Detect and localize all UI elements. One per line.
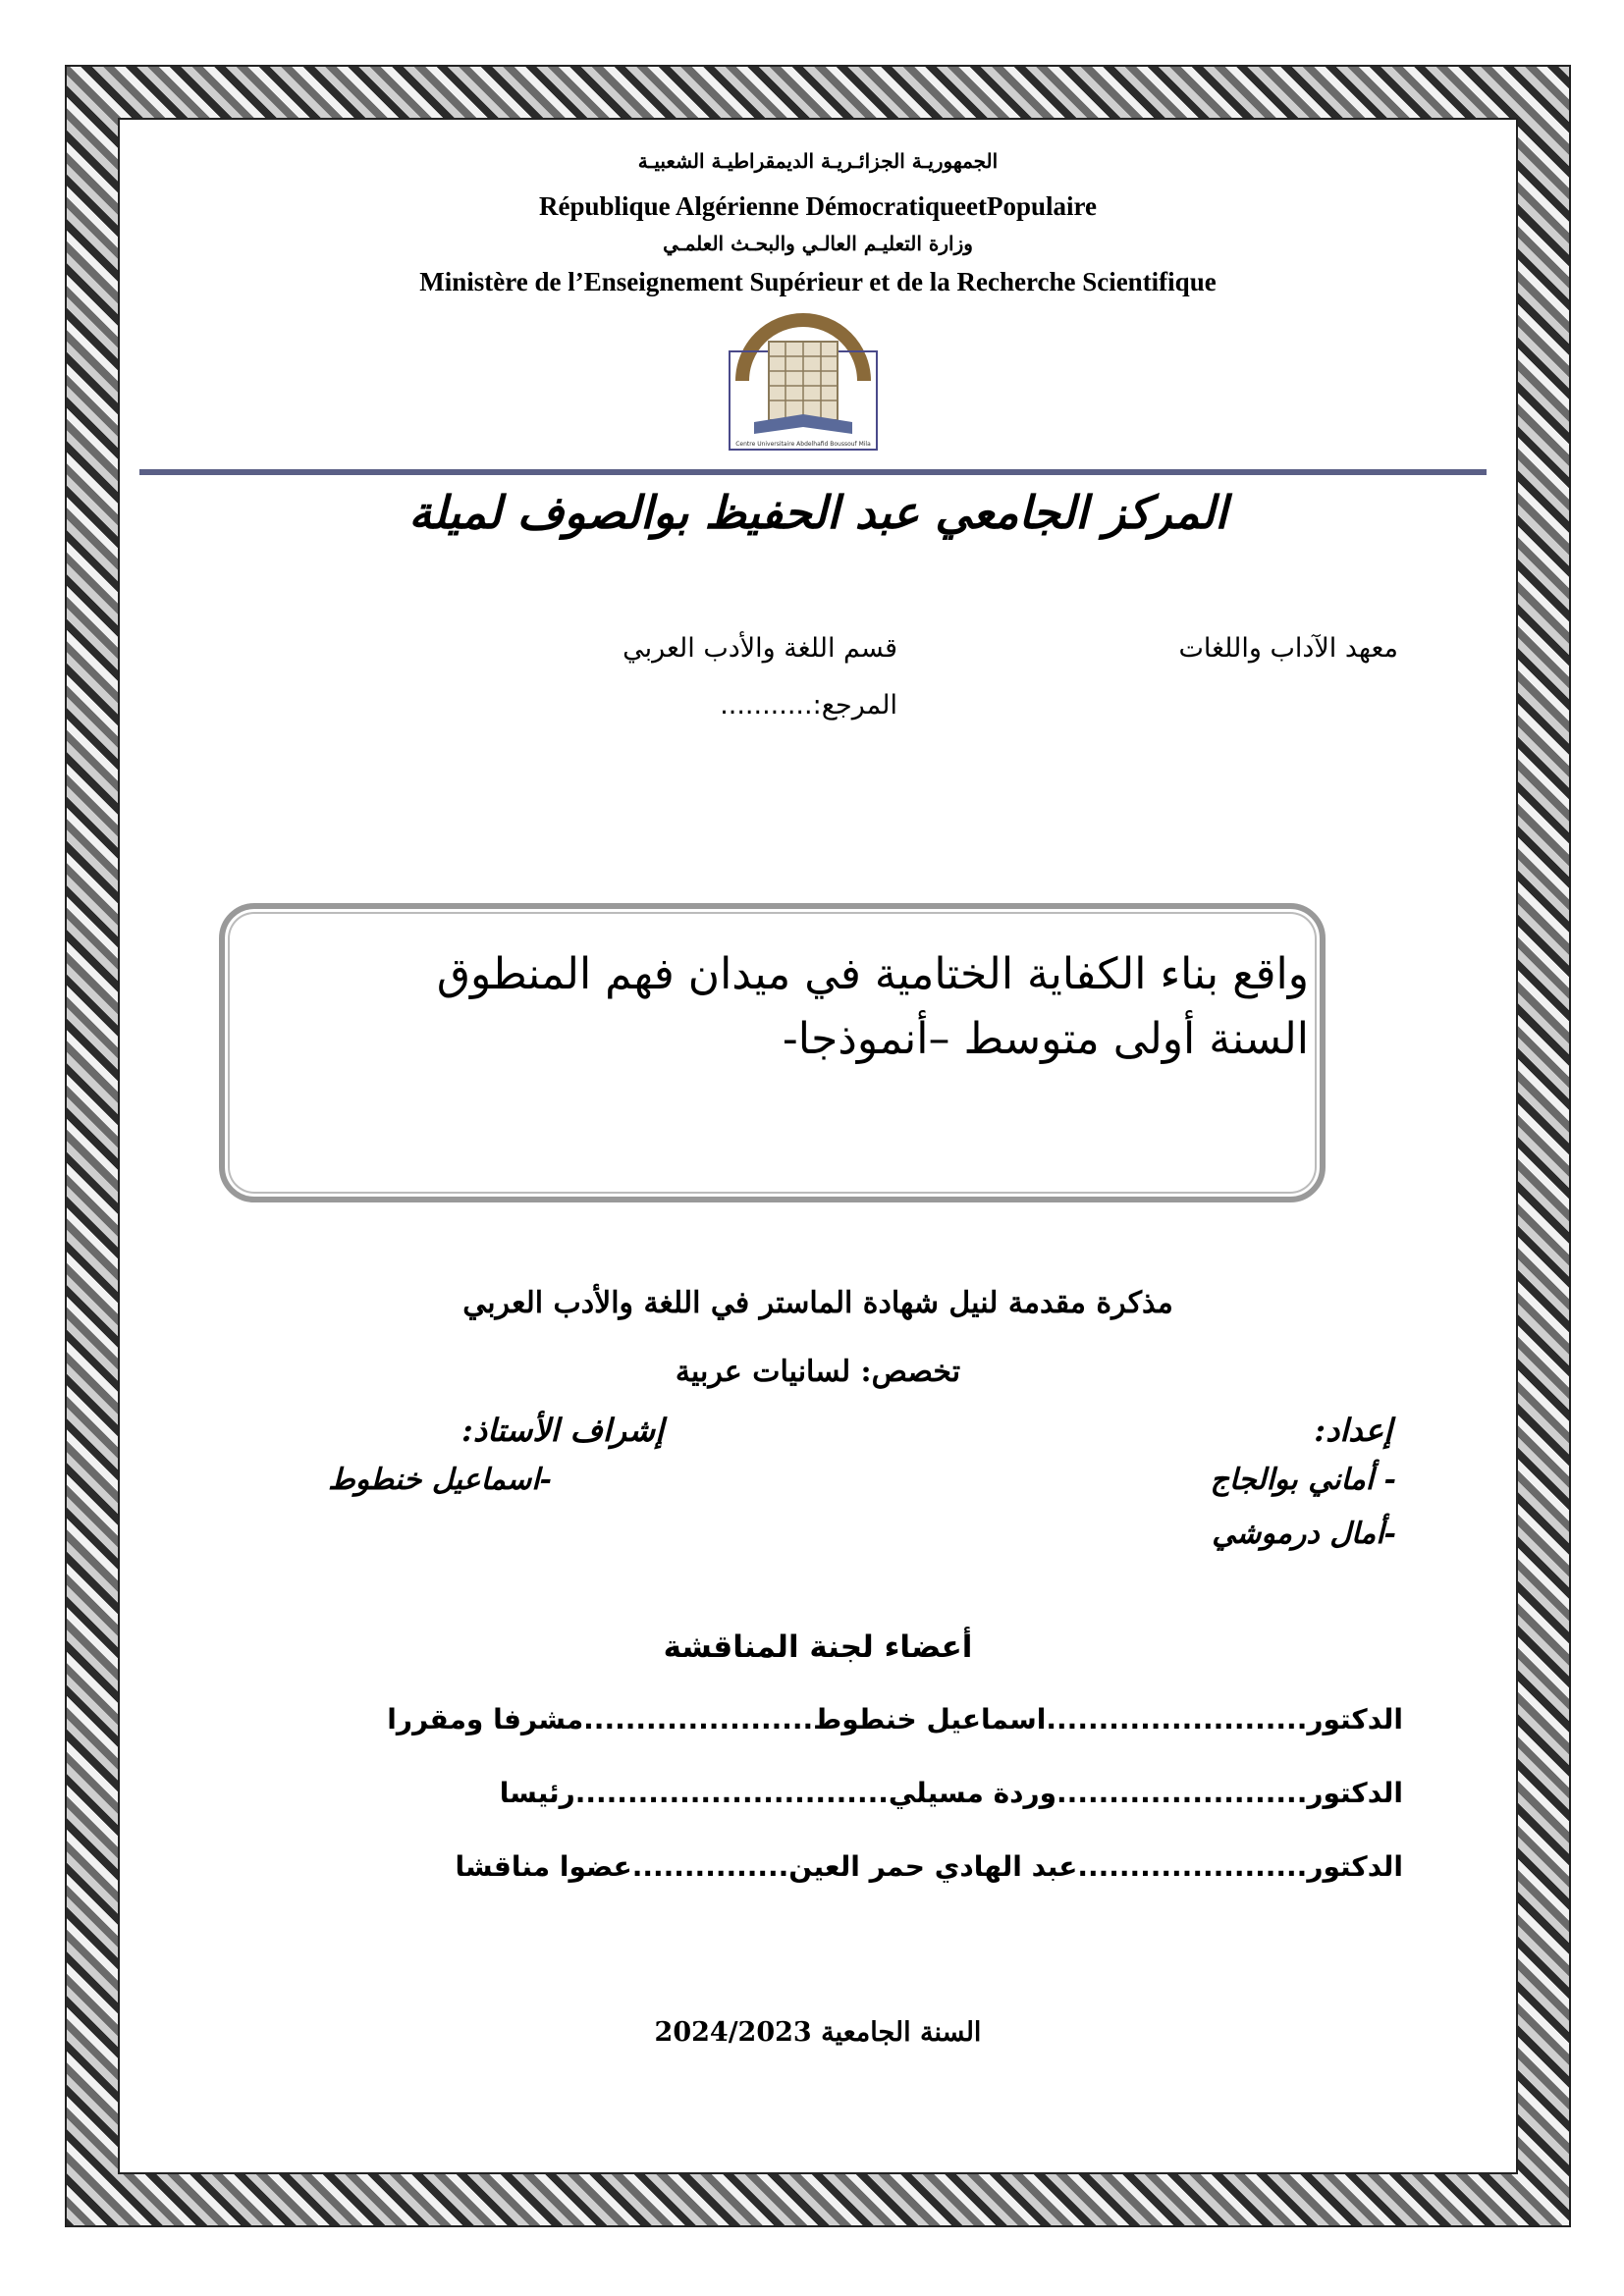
committee-member: الدكتور.........................اسماعيل خنطوط......................مشرفا ومقررا: [387, 1703, 1403, 1735]
republic-arabic: الجمهوريـة الجزائـريـة الديمقراطيـة الشعبيـة: [637, 149, 999, 173]
ministry-arabic: وزارة التعليـم العالـي والبحـث العلمـي: [663, 232, 973, 255]
university-logo-icon: [725, 312, 882, 459]
committee-title: أعضاء لجنة المناقشة: [663, 1629, 973, 1665]
center-name: المركز الجامعي عبد الحفيظ بوالصوف لميلة: [408, 486, 1227, 539]
specialization: تخصص: لسانيات عربية: [675, 1355, 961, 1389]
student-name: - أماني بوالجاج: [1210, 1463, 1396, 1497]
svg-text:Centre Universitaire Abdelhafi: Centre Universitaire Abdelhafid Boussouf Mila: [735, 441, 871, 448]
institute: معهد الآداب واللغات: [1178, 633, 1398, 664]
thesis-title-line-2: السنة أولى متوسط –أنموذجا-: [782, 1014, 1309, 1064]
ministry-french: Ministère de l’Enseignement Supérieur et de la Recherche Scientifique: [419, 267, 1217, 296]
committee-member: الدكتور........................وردة مسيلي..............................رئيسا: [499, 1777, 1403, 1809]
student-name: -أمال درموشي: [1212, 1517, 1396, 1551]
prepared-by-label: إعداد:: [1314, 1412, 1392, 1449]
department: قسم اللغة والأدب العربي: [623, 633, 897, 664]
supervisor-label: إشراف الأستاذ:: [461, 1412, 664, 1449]
supervisor-name: -اسماعيل خنطوط: [328, 1463, 552, 1497]
academic-year: السنة الجامعية 2024/2023: [654, 2017, 982, 2048]
reference: المرجع:...........: [720, 690, 897, 721]
memo-statement: مذكرة مقدمة لنيل شهادة الماستر في اللغة والأدب العربي: [462, 1286, 1173, 1320]
header-rule: [139, 469, 1487, 475]
thesis-title: [219, 942, 1309, 1072]
republic-french: République Algérienne DémocratiqueetPopulaire: [539, 191, 1097, 221]
committee-member: الدكتور......................عبد الهادي حمر العين...............عضوا مناقشا: [455, 1850, 1403, 1883]
thesis-title-line-1: واقع بناء الكفاية الختامية في ميدان فهم المنطوق: [436, 949, 1309, 999]
